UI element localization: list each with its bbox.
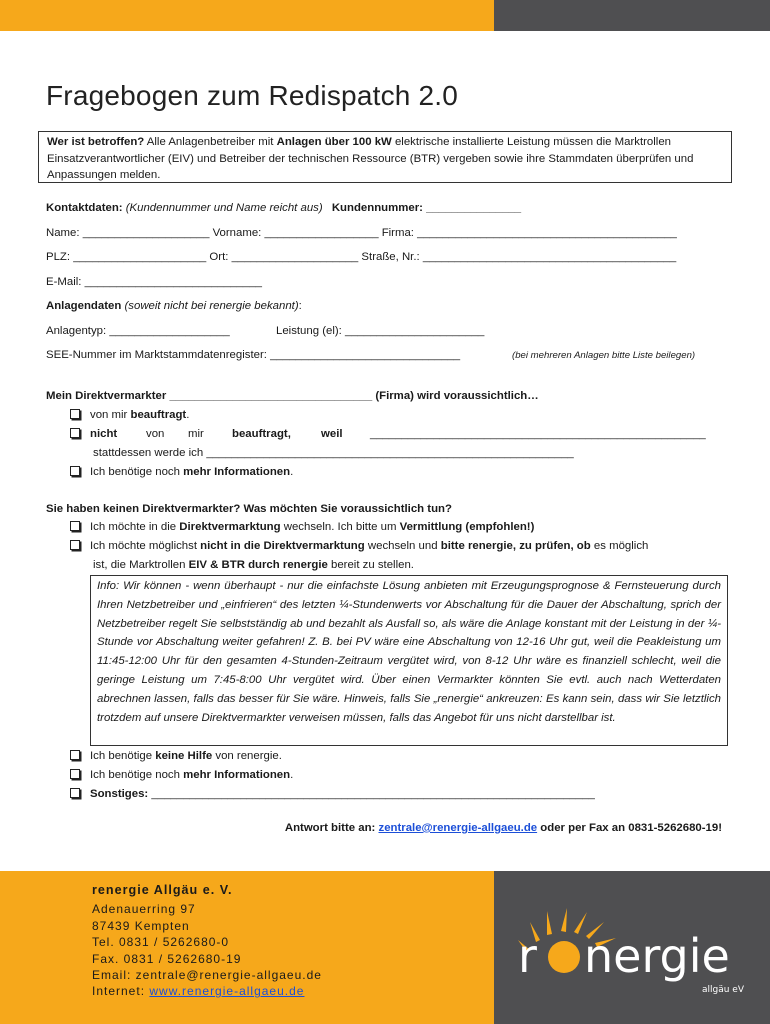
option-other[interactable] (70, 786, 595, 802)
checkbox-icon[interactable] (70, 750, 80, 760)
option-text: es möglich (590, 540, 649, 552)
checkbox-icon[interactable] (70, 409, 80, 419)
option-no-help[interactable] (70, 748, 282, 764)
option-emphasis: beauftragt (130, 409, 187, 421)
address-street: Adenauerring 97 (92, 902, 196, 917)
contact-hint: (Kundennummer und Name reicht aus) (122, 202, 323, 214)
header-bar-orange (0, 0, 494, 31)
answer-line (0, 822, 722, 834)
reason-blank[interactable]: _____________________________________________________ (370, 428, 706, 440)
intro-text-2: elektrische installierte Leistung müssen die Marktrollen Einsatzverantwortlicher (EIV) und Betreiber der technischen Ressource (BTR) vergeben sowie ihre Stammdaten überprüfen und Anpassungen melden. (47, 136, 694, 181)
option-emphasis: keine Hilfe (155, 750, 213, 762)
option-emphasis: weil (321, 428, 343, 440)
answer-text: Antwort bitte an: (284, 822, 379, 834)
option-text: . (290, 466, 294, 478)
name-row[interactable]: Name: ____________________ Vorname: __________________ Firma: _________________________________________ (46, 227, 677, 239)
customer-number-field[interactable]: Kundennummer: _______________ (331, 202, 522, 214)
plant-type-field[interactable]: Anlagentyp: ___________________ (46, 325, 230, 337)
option-emphasis: beauftragt, (232, 428, 291, 440)
option-text: wechseln. Ich bitte um (280, 521, 400, 533)
option-text: wechseln und (364, 540, 441, 552)
logo-subtitle: allgäu eV (701, 985, 744, 995)
option-text: von mir (90, 409, 131, 421)
option-emphasis: nicht in die Direktvermarktung (200, 540, 365, 552)
option-text: bereit zu stellen. (327, 559, 414, 571)
option-emphasis: mehr Informationen (183, 466, 291, 478)
plant-data-heading (46, 298, 302, 314)
phone: Tel. 0831 / 5262680-0 (92, 935, 230, 950)
logo-wordmark: nergie (584, 929, 730, 983)
fax: Fax. 0831 / 5262680-19 (92, 951, 242, 966)
option-not-commissioned[interactable] (70, 426, 724, 442)
no-marketer-heading: Sie haben keinen Direktvermarkter? Was möchten Sie voraussichtlich tun? (46, 503, 452, 515)
org-name: renergie Allgäu e. V. (92, 883, 233, 897)
plant-data-colon: : (298, 300, 302, 312)
other-blank[interactable]: ______________________________________________________________________ (148, 788, 595, 800)
page-title: Fragebogen zum Redispatch 2.0 (46, 80, 459, 111)
option-text: ist, die Marktrollen (93, 559, 189, 571)
option-emphasis: bitte renergie, zu prüfen, ob (440, 540, 591, 552)
plant-data-hint: (soweit nicht bei renergie bekannt) (121, 300, 299, 312)
intro-lead: Wer ist betroffen? (47, 136, 145, 148)
option-more-info-2[interactable] (70, 767, 293, 783)
option-commissioned[interactable] (70, 407, 189, 423)
header-bar-gray (494, 0, 770, 31)
option-text: Ich benötige noch (90, 466, 184, 478)
option-text: Ich benötige noch (90, 769, 184, 781)
checkbox-icon[interactable] (70, 769, 80, 779)
option-emphasis: mehr Informationen (183, 769, 291, 781)
intro-text-1: Alle Anlagenbetreiber mit (144, 136, 277, 148)
renergie-logo (500, 900, 762, 1012)
answer-text: oder per Fax an 0831-5262680-19! (537, 822, 722, 834)
option-switch-to-direct[interactable] (70, 519, 534, 535)
logo-letter-r: r (518, 929, 537, 983)
option-emphasis: Direktvermarktung (179, 521, 281, 533)
intro-highlight: Anlagen über 100 kW (276, 136, 392, 148)
logo-sun-icon (548, 941, 580, 973)
answer-email-link[interactable]: zentrale@renergie-allgaeu.de (378, 822, 538, 834)
internet-label: Internet: (92, 984, 150, 999)
footer-internet (92, 983, 322, 999)
option-text: von (146, 428, 165, 440)
checkbox-icon[interactable] (70, 540, 80, 550)
checkbox-icon[interactable] (70, 466, 80, 476)
option-text: mir (188, 428, 204, 440)
checkbox-icon[interactable] (70, 521, 80, 531)
email-row[interactable]: E-Mail: ____________________________ (46, 276, 262, 288)
address-row[interactable]: PLZ: _____________________ Ort: ____________________ Straße, Nr.: ________________________________________ (46, 251, 677, 263)
see-number-field[interactable]: SEE-Nummer im Marktstammdatenregister: ______________________________ (46, 349, 461, 361)
option-emphasis: nicht (90, 428, 118, 440)
option-text: Ich benötige (90, 750, 156, 762)
option-text: von renergie. (212, 750, 282, 762)
contact-label: Kontaktdaten: (46, 202, 123, 214)
plant-data-label: Anlagendaten (46, 300, 122, 312)
option-emphasis: EIV & BTR durch renergie (188, 559, 328, 571)
option-more-info-1[interactable] (70, 464, 293, 480)
see-note: (bei mehreren Anlagen bitte Liste beilegen) (512, 350, 696, 361)
option-emphasis: Sonstiges: (90, 788, 149, 800)
intro-box (38, 131, 732, 183)
footer-address (92, 882, 322, 1000)
checkbox-icon[interactable] (70, 428, 80, 438)
option-text: . (290, 769, 294, 781)
contact-heading (46, 200, 521, 216)
power-field[interactable]: Leistung (el): ______________________ (276, 325, 485, 337)
direct-marketer-heading[interactable]: Mein Direktvermarkter ________________________________ (Firma) wird voraussichtlich… (46, 390, 539, 402)
website-link[interactable]: www.renergie-allgaeu.de (149, 984, 305, 999)
option-text: Ich möchte möglichst (90, 540, 201, 552)
option-renergie-check[interactable] (70, 538, 648, 554)
option-text: Ich möchte in die (90, 521, 180, 533)
address-city: 87439 Kempten (92, 918, 190, 933)
option-emphasis: Vermittlung (empfohlen!) (399, 521, 535, 533)
checkbox-icon[interactable] (70, 788, 80, 798)
info-box: Info: Wir können - wenn überhaupt - nur die einfachste Lösung anbieten mit Erzeugungsprognose & Fernsteuerung durch Ihren Netzbetreiber und „einfrieren“ des letzten ¼-Stundenwerts vor Abschaltung für die Dauer der Abschaltung, sprich der Netzbetreiber regelt Sie selbstständig ab und bezahlt als Ausfall so, als wäre die Anlage konstant mit der Leistung in der ¼-Stunde vor Abschaltung weiter gefahren! Z. B. bei PV wäre eine Abschaltung von 12-16 Uhr gut, weil die Peakleistung um 11:45-12:00 Uhr für den gesamten 4-Stunden-Zeitraum vergütet wird, von 8-12 Uhr wäre es finanziell schlecht, weil die geringe Leistung um 7:45-8:00 Uhr vergütet wird. Über einen Vermarkter könnten Sie evtl. auch nach Wetterdaten abrechnen lassen, falls das besser für Sie wäre. Hinweis, falls Sie „renergie“ ankreuzen: Es kann sein, dass wir Sie letztlich trotzdem auf unsere Direktvermarkter verweisen müssen, falls das Angebot für uns nicht darstellbar ist. (90, 575, 728, 746)
option-renergie-check-line2 (93, 557, 414, 573)
footer-email: Email: zentrale@renergie-allgaeu.de (92, 968, 322, 983)
instead-line[interactable]: stattdessen werde ich __________________________________________________________ (93, 447, 574, 459)
option-text: . (186, 409, 190, 421)
